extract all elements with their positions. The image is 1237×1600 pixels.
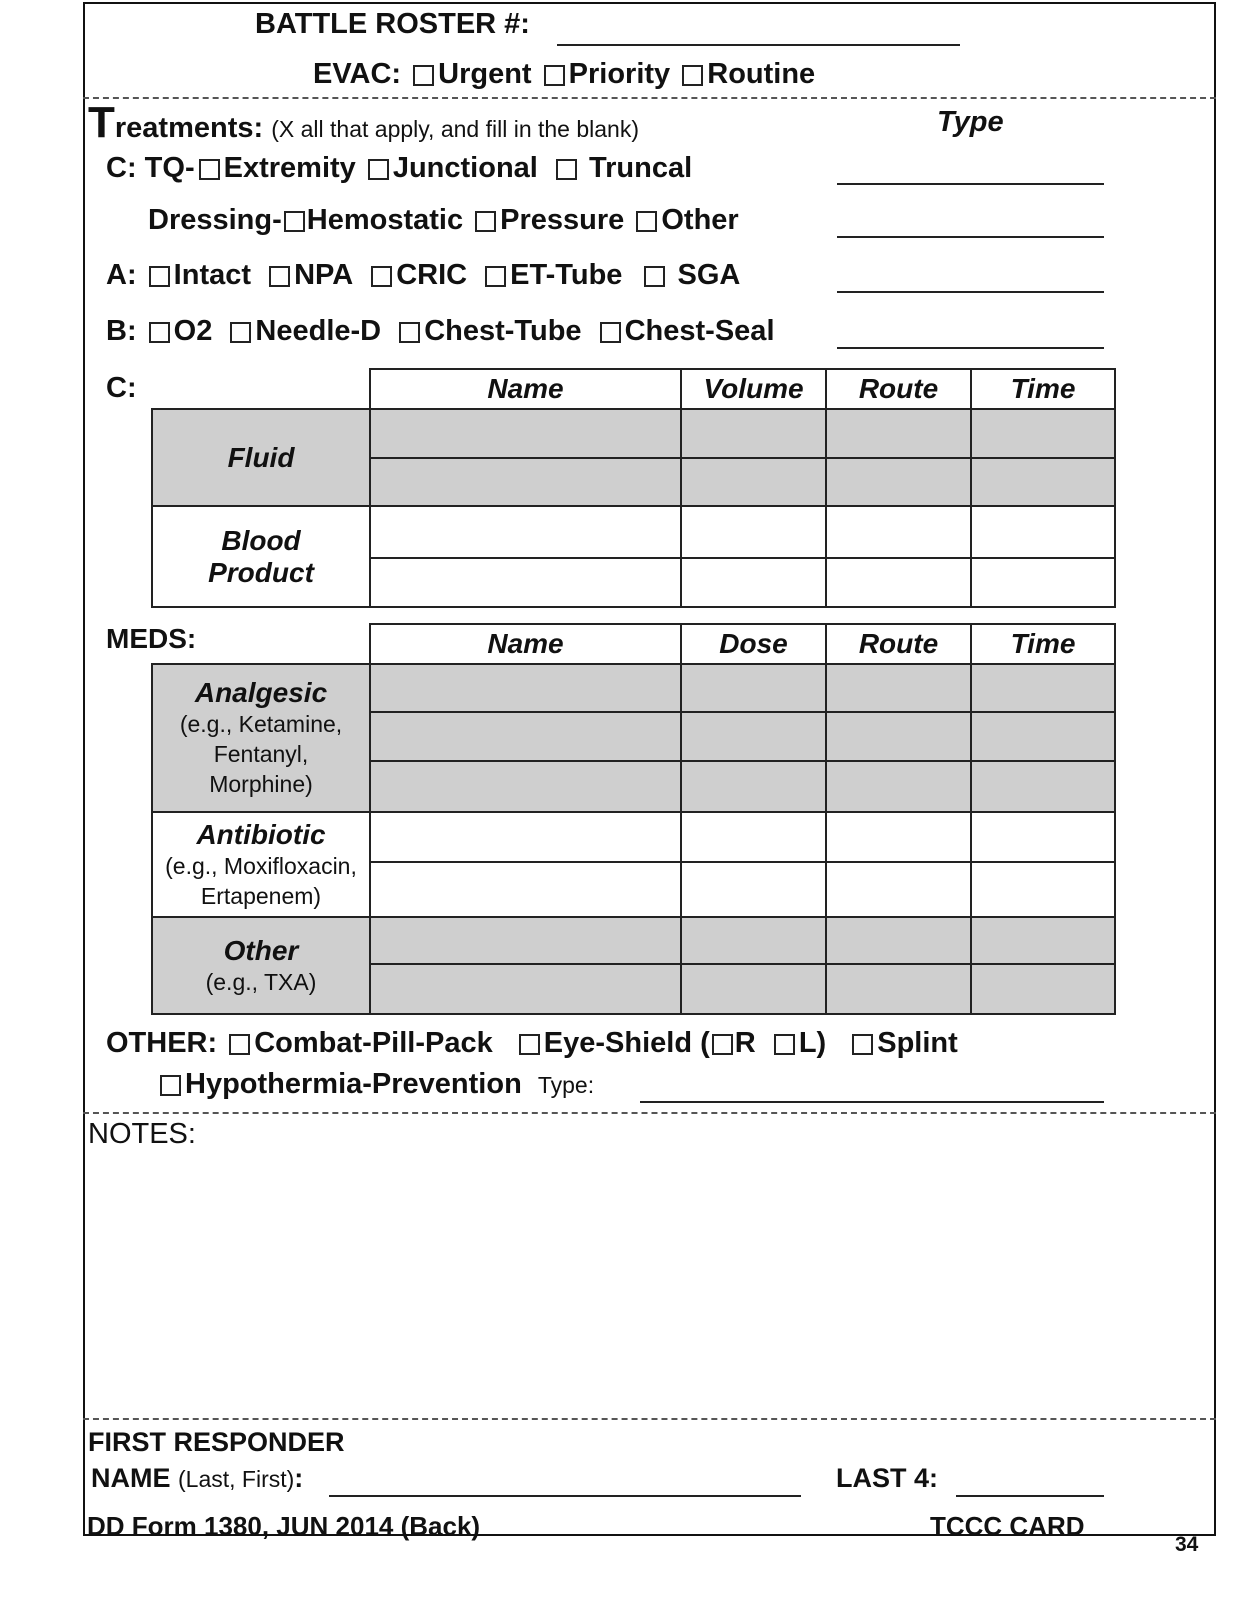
fluid-name-cell-1[interactable] xyxy=(370,409,681,458)
other-med-row-label xyxy=(152,917,370,1014)
dressing-type-field[interactable] xyxy=(837,236,1104,238)
analgesic-example-2: Fentanyl, xyxy=(213,741,309,767)
eye-shield-left-checkbox[interactable] xyxy=(774,1034,795,1055)
blood-route-cell-1[interactable] xyxy=(826,506,971,558)
dressing-pressure-checkbox[interactable] xyxy=(475,211,496,232)
meds-header-dose: Dose xyxy=(681,624,826,664)
meds-header-time: Time xyxy=(971,624,1115,664)
fluids-table xyxy=(151,368,1116,608)
tq-type-field[interactable] xyxy=(837,183,1104,185)
dressing-row xyxy=(148,204,739,237)
last4-field[interactable] xyxy=(956,1495,1104,1497)
antibiotic-dose-cell-1[interactable] xyxy=(681,812,826,862)
fluids-header-name: Name xyxy=(370,369,681,409)
breathing-chest-tube-label: Chest-Tube xyxy=(424,315,582,347)
antibiotic-title: Antibiotic xyxy=(196,818,326,850)
breathing-needle-d-label: Needle-D xyxy=(255,315,382,347)
fluid-time-cell-2[interactable] xyxy=(971,458,1115,506)
battle-roster-label: BATTLE ROSTER #: xyxy=(255,8,530,40)
dressing-other-checkbox[interactable] xyxy=(636,211,657,232)
analgesic-title: Analgesic xyxy=(194,677,328,708)
eye-shield-right-label: R xyxy=(734,1027,756,1059)
tq-junctional-label: Junctional xyxy=(392,152,538,184)
analgesic-example-1: (e.g., Ketamine, xyxy=(179,711,343,737)
other-label: OTHER: xyxy=(106,1027,218,1059)
section-divider-notes xyxy=(83,1112,1216,1114)
circulation-fluids-label: C: xyxy=(106,372,137,404)
card-name: TCCC CARD xyxy=(930,1511,1085,1541)
notes-label: NOTES: xyxy=(88,1118,196,1150)
first-responder-title: FIRST RESPONDER xyxy=(88,1427,345,1457)
circulation-label: C: xyxy=(106,152,137,184)
evac-routine-checkbox[interactable] xyxy=(682,65,703,86)
blood-product-row-label xyxy=(152,506,370,607)
airway-et-tube-label: ET-Tube xyxy=(510,259,623,291)
antibiotic-route-cell-2[interactable] xyxy=(826,862,971,917)
other-type-label: Type: xyxy=(537,1072,595,1098)
analgesic-row-label xyxy=(152,664,370,812)
other-med-dose-cell-1[interactable] xyxy=(681,917,826,964)
dressing-label: Dressing- xyxy=(148,204,282,236)
antibiotic-row-label xyxy=(152,812,370,917)
antibiotic-name-cell-1[interactable] xyxy=(370,812,681,862)
tq-extremity-checkbox[interactable] xyxy=(199,159,220,180)
other-med-name-cell-1[interactable] xyxy=(370,917,681,964)
antibiotic-time-cell-1[interactable] xyxy=(971,812,1115,862)
hypothermia-label: Hypothermia-Prevention xyxy=(185,1068,522,1100)
blood-time-cell-1[interactable] xyxy=(971,506,1115,558)
other-med-time-cell-1[interactable] xyxy=(971,917,1115,964)
evac-routine-label: Routine xyxy=(707,58,816,90)
breathing-chest-seal-checkbox[interactable] xyxy=(600,322,621,343)
analgesic-name-cell-2[interactable] xyxy=(370,712,681,761)
dressing-pressure-label: Pressure xyxy=(500,204,625,236)
breathing-o2-label: O2 xyxy=(173,315,213,347)
blood-time-cell-2[interactable] xyxy=(971,558,1115,607)
treatments-heading xyxy=(88,98,639,148)
fluid-time-cell-1[interactable] xyxy=(971,409,1115,458)
responder-name-hint: (Last, First) xyxy=(178,1466,295,1492)
dressing-hemostatic-label: Hemostatic xyxy=(306,204,464,236)
type-column-label: Type xyxy=(937,106,1004,138)
blood-volume-cell-1[interactable] xyxy=(681,506,826,558)
analgesic-route-cell-1[interactable] xyxy=(826,664,971,712)
splint-checkbox[interactable] xyxy=(852,1034,873,1055)
page-number: 34 xyxy=(1175,1533,1199,1556)
airway-cric-checkbox[interactable] xyxy=(371,266,392,287)
airway-npa-label: NPA xyxy=(294,259,354,291)
other-med-time-cell-2[interactable] xyxy=(971,964,1115,1014)
meds-header-route: Route xyxy=(826,624,971,664)
dressing-other-label: Other xyxy=(661,204,739,236)
breathing-type-field[interactable] xyxy=(837,347,1104,349)
blood-name-cell-1[interactable] xyxy=(370,506,681,558)
other-med-dose-cell-2[interactable] xyxy=(681,964,826,1014)
other-med-example: (e.g., TXA) xyxy=(205,968,317,995)
fluid-name-cell-2[interactable] xyxy=(370,458,681,506)
fluids-header-route: Route xyxy=(826,369,971,409)
evac-priority-label: Priority xyxy=(568,58,671,90)
splint-label: Splint xyxy=(877,1027,958,1059)
treatments-title: reatments: xyxy=(114,112,264,144)
breathing-row xyxy=(106,315,775,348)
combat-pill-pack-label: Combat-Pill-Pack xyxy=(254,1027,493,1059)
analgesic-time-cell-3[interactable] xyxy=(971,761,1115,812)
airway-sga-checkbox[interactable] xyxy=(644,266,665,287)
hypothermia-checkbox[interactable] xyxy=(160,1075,181,1096)
other-med-name-cell-2[interactable] xyxy=(370,964,681,1014)
combat-pill-pack-checkbox[interactable] xyxy=(229,1034,250,1055)
fluid-volume-cell-2[interactable] xyxy=(681,458,826,506)
airway-sga-label: SGA xyxy=(677,259,741,291)
antibiotic-example-1: (e.g., Moxifloxacin, xyxy=(165,852,357,879)
eye-shield-label: Eye-Shield ( xyxy=(543,1027,710,1059)
tq-truncal-label: Truncal xyxy=(588,152,693,184)
analgesic-time-cell-2[interactable] xyxy=(971,712,1115,761)
fluid-route-cell-1[interactable] xyxy=(826,409,971,458)
notes-area[interactable] xyxy=(90,1160,1205,1410)
fluid-route-cell-2[interactable] xyxy=(826,458,971,506)
treatments-instruction: (X all that apply, and fill in the blank) xyxy=(271,116,640,142)
tq-label: TQ- xyxy=(144,152,195,184)
evac-urgent-label: Urgent xyxy=(438,58,532,90)
analgesic-time-cell-1[interactable] xyxy=(971,664,1115,712)
breathing-needle-d-checkbox[interactable] xyxy=(230,322,251,343)
tq-truncal-checkbox[interactable] xyxy=(556,159,577,180)
meds-label: MEDS: xyxy=(106,623,197,654)
airway-et-tube-checkbox[interactable] xyxy=(485,266,506,287)
dressing-hemostatic-checkbox[interactable] xyxy=(284,211,305,232)
antibiotic-name-cell-2[interactable] xyxy=(370,862,681,917)
fluids-header-spacer xyxy=(152,369,370,409)
analgesic-dose-cell-3[interactable] xyxy=(681,761,826,812)
fluids-header-volume: Volume xyxy=(681,369,826,409)
analgesic-example-3: Morphine) xyxy=(209,771,313,797)
blood-title-line1: Blood xyxy=(221,524,301,556)
meds-table xyxy=(151,623,1116,1015)
meds-header-name: Name xyxy=(370,624,681,664)
other-row xyxy=(106,1027,958,1060)
airway-row xyxy=(106,259,740,292)
tq-extremity-label: Extremity xyxy=(223,152,356,184)
evac-priority-checkbox[interactable] xyxy=(544,65,565,86)
airway-intact-checkbox[interactable] xyxy=(149,266,170,287)
antibiotic-dose-cell-2[interactable] xyxy=(681,862,826,917)
breathing-chest-tube-checkbox[interactable] xyxy=(399,322,420,343)
tq-row xyxy=(106,152,692,185)
breathing-chest-seal-label: Chest-Seal xyxy=(624,315,775,347)
fluids-header-time: Time xyxy=(971,369,1115,409)
tq-junctional-checkbox[interactable] xyxy=(368,159,389,180)
other-med-title: Other xyxy=(223,934,299,966)
eye-shield-right-checkbox[interactable] xyxy=(712,1034,733,1055)
meds-header-spacer xyxy=(152,624,370,664)
antibiotic-route-cell-1[interactable] xyxy=(826,812,971,862)
blood-name-cell-2[interactable] xyxy=(370,558,681,607)
evac-row xyxy=(313,58,815,91)
breathing-o2-checkbox[interactable] xyxy=(149,322,170,343)
fluid-title: Fluid xyxy=(227,441,295,473)
evac-urgent-checkbox[interactable] xyxy=(413,65,434,86)
airway-npa-checkbox[interactable] xyxy=(269,266,290,287)
analgesic-name-cell-1[interactable] xyxy=(370,664,681,712)
responder-name-row xyxy=(91,1463,303,1494)
breathing-label: B: xyxy=(106,315,137,347)
fluid-row-label xyxy=(152,409,370,506)
other-med-route-cell-2[interactable] xyxy=(826,964,971,1014)
section-divider-responder xyxy=(83,1418,1216,1420)
battle-roster-field[interactable] xyxy=(557,44,960,46)
blood-route-cell-2[interactable] xyxy=(826,558,971,607)
analgesic-route-cell-2[interactable] xyxy=(826,712,971,761)
airway-cric-label: CRIC xyxy=(396,259,468,291)
analgesic-dose-cell-2[interactable] xyxy=(681,712,826,761)
other-type-field[interactable] xyxy=(640,1101,1104,1103)
eye-shield-checkbox[interactable] xyxy=(519,1034,540,1055)
airway-intact-label: Intact xyxy=(173,259,252,291)
analgesic-route-cell-3[interactable] xyxy=(826,761,971,812)
evac-label: EVAC: xyxy=(313,58,402,90)
hypothermia-row xyxy=(156,1068,594,1101)
last4-label: LAST 4: xyxy=(836,1463,939,1493)
antibiotic-example-2: Ertapenem) xyxy=(200,882,322,909)
other-med-route-cell-1[interactable] xyxy=(826,917,971,964)
blood-title-line2: Product xyxy=(208,556,314,588)
airway-label: A: xyxy=(106,259,137,291)
responder-name-label: NAME xyxy=(91,1463,171,1493)
treatments-title-initial: T xyxy=(88,98,115,147)
form-identifier: DD Form 1380, JUN 2014 (Back) xyxy=(87,1511,481,1541)
airway-type-field[interactable] xyxy=(837,291,1104,293)
analgesic-dose-cell-1[interactable] xyxy=(681,664,826,712)
analgesic-name-cell-3[interactable] xyxy=(370,761,681,812)
antibiotic-time-cell-2[interactable] xyxy=(971,862,1115,917)
eye-shield-left-label: L) xyxy=(798,1027,827,1059)
fluid-volume-cell-1[interactable] xyxy=(681,409,826,458)
blood-volume-cell-2[interactable] xyxy=(681,558,826,607)
responder-name-field[interactable] xyxy=(329,1495,801,1497)
responder-name-colon: : xyxy=(294,1463,304,1493)
